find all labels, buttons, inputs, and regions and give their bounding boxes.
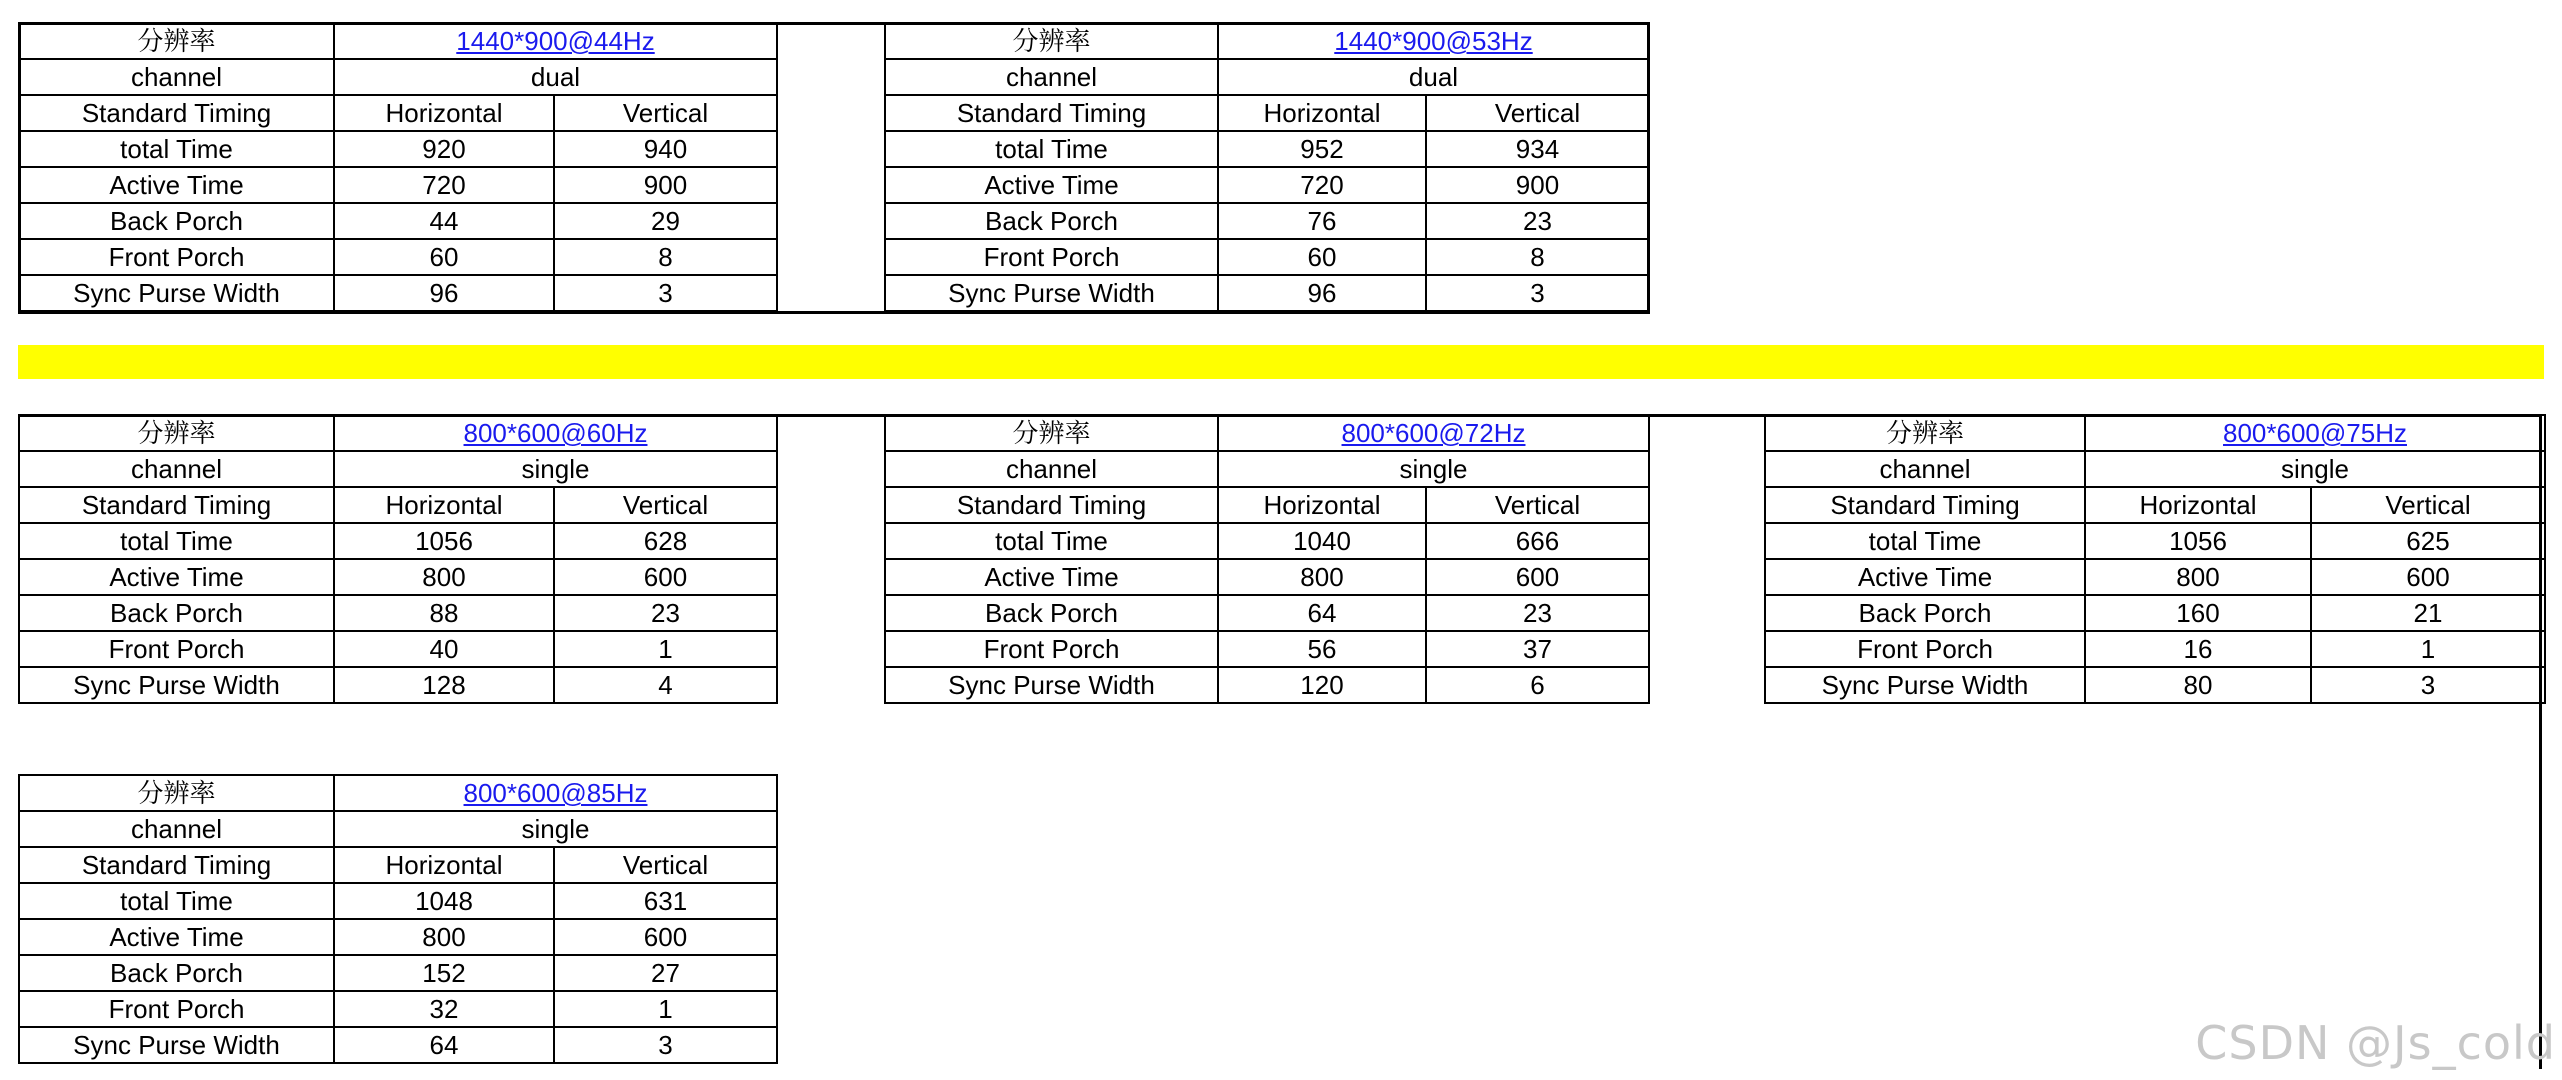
total-time-vertical: 625	[2311, 523, 2545, 559]
table-row	[19, 203, 777, 239]
horizontal-header: Horizontal	[334, 487, 554, 523]
channel-label: channel	[1765, 451, 2085, 487]
back-porch-label: Back Porch	[19, 595, 334, 631]
back-porch-label: Back Porch	[1765, 595, 2085, 631]
timing-table-800x600-72hz	[884, 414, 1650, 704]
back-porch-horizontal: 76	[1218, 203, 1426, 239]
table-row	[19, 919, 777, 955]
table-row	[885, 239, 1649, 275]
table-row	[885, 131, 1649, 167]
resolution-mode-link[interactable]: 800*600@75Hz	[2085, 415, 2545, 451]
front-porch-vertical: 1	[554, 631, 777, 667]
table-row	[885, 275, 1649, 311]
back-porch-vertical: 23	[554, 595, 777, 631]
table-row	[885, 559, 1649, 595]
active-time-label: Active Time	[885, 167, 1218, 203]
channel-label: channel	[885, 59, 1218, 95]
back-porch-vertical: 23	[1426, 203, 1649, 239]
standard-timing-label: Standard Timing	[1765, 487, 2085, 523]
table-row	[19, 1027, 777, 1063]
table-row	[885, 415, 1649, 451]
resolution-mode-link[interactable]: 800*600@60Hz	[334, 415, 777, 451]
back-porch-label: Back Porch	[19, 955, 334, 991]
table-row	[885, 487, 1649, 523]
channel-label: channel	[19, 451, 334, 487]
timing-table-1440x900-53hz	[884, 22, 1650, 312]
channel-label: channel	[885, 451, 1218, 487]
active-time-horizontal: 720	[1218, 167, 1426, 203]
total-time-horizontal: 1056	[2085, 523, 2311, 559]
total-time-horizontal: 1048	[334, 883, 554, 919]
table-row	[885, 23, 1649, 59]
front-porch-label: Front Porch	[885, 631, 1218, 667]
table-row	[1765, 523, 2545, 559]
total-time-horizontal: 1056	[334, 523, 554, 559]
channel-value: dual	[334, 59, 777, 95]
total-time-horizontal: 920	[334, 131, 554, 167]
table-row	[885, 667, 1649, 703]
table-row	[885, 451, 1649, 487]
table-row	[19, 239, 777, 275]
sync-pulse-width-vertical: 3	[554, 1027, 777, 1063]
sync-pulse-width-horizontal: 96	[334, 275, 554, 311]
total-time-label: total Time	[885, 523, 1218, 559]
total-time-vertical: 666	[1426, 523, 1649, 559]
active-time-horizontal: 800	[334, 919, 554, 955]
active-time-horizontal: 800	[1218, 559, 1426, 595]
active-time-label: Active Time	[19, 167, 334, 203]
total-time-label: total Time	[1765, 523, 2085, 559]
back-porch-horizontal: 88	[334, 595, 554, 631]
table-row	[1765, 631, 2545, 667]
sync-pulse-width-label: Sync Purse Width	[1765, 667, 2085, 703]
back-porch-vertical: 23	[1426, 595, 1649, 631]
standard-timing-label: Standard Timing	[19, 487, 334, 523]
table-row	[1765, 667, 2545, 703]
table-row	[19, 991, 777, 1027]
resolution-label: 分辨率	[885, 23, 1218, 59]
standard-timing-label: Standard Timing	[885, 487, 1218, 523]
table-row	[19, 775, 777, 811]
back-porch-horizontal: 152	[334, 955, 554, 991]
resolution-mode-link[interactable]: 1440*900@53Hz	[1218, 23, 1649, 59]
table-row	[19, 23, 777, 59]
front-porch-horizontal: 60	[1218, 239, 1426, 275]
table-row	[19, 59, 777, 95]
table-row	[19, 847, 777, 883]
table-row	[19, 631, 777, 667]
channel-value: single	[334, 451, 777, 487]
sync-pulse-width-horizontal: 64	[334, 1027, 554, 1063]
total-time-label: total Time	[885, 131, 1218, 167]
table-row	[19, 415, 777, 451]
back-porch-vertical: 27	[554, 955, 777, 991]
table-row	[1765, 451, 2545, 487]
watermark-text: CSDN @Js_cold	[2195, 1016, 2556, 1070]
total-time-horizontal: 952	[1218, 131, 1426, 167]
active-time-label: Active Time	[19, 919, 334, 955]
standard-timing-label: Standard Timing	[885, 95, 1218, 131]
front-porch-horizontal: 16	[2085, 631, 2311, 667]
table-row	[19, 559, 777, 595]
total-time-vertical: 631	[554, 883, 777, 919]
vertical-header: Vertical	[1426, 95, 1649, 131]
back-porch-label: Back Porch	[885, 595, 1218, 631]
channel-label: channel	[19, 811, 334, 847]
horizontal-header: Horizontal	[334, 95, 554, 131]
front-porch-label: Front Porch	[19, 631, 334, 667]
horizontal-header: Horizontal	[2085, 487, 2311, 523]
active-time-horizontal: 800	[334, 559, 554, 595]
sync-pulse-width-label: Sync Purse Width	[885, 275, 1218, 311]
table-row	[19, 883, 777, 919]
front-porch-label: Front Porch	[19, 239, 334, 275]
front-porch-label: Front Porch	[1765, 631, 2085, 667]
table-row	[19, 523, 777, 559]
horizontal-header: Horizontal	[1218, 487, 1426, 523]
table-row	[19, 167, 777, 203]
table-row	[885, 95, 1649, 131]
sync-pulse-width-vertical: 3	[554, 275, 777, 311]
back-porch-horizontal: 44	[334, 203, 554, 239]
sync-pulse-width-horizontal: 128	[334, 667, 554, 703]
active-time-vertical: 600	[1426, 559, 1649, 595]
sync-pulse-width-vertical: 4	[554, 667, 777, 703]
sync-pulse-width-vertical: 3	[1426, 275, 1649, 311]
resolution-label: 分辨率	[19, 415, 334, 451]
resolution-label: 分辨率	[19, 775, 334, 811]
table-row	[19, 595, 777, 631]
timing-table-800x600-85hz	[18, 774, 778, 1064]
horizontal-header: Horizontal	[334, 847, 554, 883]
table-row	[1765, 559, 2545, 595]
active-time-label: Active Time	[19, 559, 334, 595]
active-time-vertical: 900	[554, 167, 777, 203]
total-time-horizontal: 1040	[1218, 523, 1426, 559]
active-time-horizontal: 720	[334, 167, 554, 203]
table-row	[1765, 487, 2545, 523]
active-time-label: Active Time	[885, 559, 1218, 595]
channel-value: single	[2085, 451, 2545, 487]
back-porch-label: Back Porch	[885, 203, 1218, 239]
active-time-vertical: 600	[554, 919, 777, 955]
vertical-header: Vertical	[2311, 487, 2545, 523]
channel-value: dual	[1218, 59, 1649, 95]
vertical-header: Vertical	[1426, 487, 1649, 523]
resolution-mode-link[interactable]: 800*600@85Hz	[334, 775, 777, 811]
channel-value: single	[1218, 451, 1649, 487]
active-time-vertical: 600	[554, 559, 777, 595]
horizontal-header: Horizontal	[1218, 95, 1426, 131]
table-row	[1765, 415, 2545, 451]
highlight-separator-bar	[18, 345, 2544, 379]
table-row	[885, 59, 1649, 95]
total-time-label: total Time	[19, 131, 334, 167]
table-row	[885, 167, 1649, 203]
sync-pulse-width-label: Sync Purse Width	[19, 1027, 334, 1063]
table-row	[885, 595, 1649, 631]
total-time-vertical: 934	[1426, 131, 1649, 167]
sync-pulse-width-horizontal: 96	[1218, 275, 1426, 311]
standard-timing-label: Standard Timing	[19, 95, 334, 131]
table-row	[19, 487, 777, 523]
active-time-horizontal: 800	[2085, 559, 2311, 595]
total-time-label: total Time	[19, 883, 334, 919]
table-row	[19, 667, 777, 703]
table-row	[1765, 595, 2545, 631]
timing-table-800x600-60hz	[18, 414, 778, 704]
back-porch-horizontal: 160	[2085, 595, 2311, 631]
channel-value: single	[334, 811, 777, 847]
vertical-header: Vertical	[554, 95, 777, 131]
back-porch-label: Back Porch	[19, 203, 334, 239]
back-porch-vertical: 21	[2311, 595, 2545, 631]
vertical-header: Vertical	[554, 847, 777, 883]
front-porch-vertical: 8	[1426, 239, 1649, 275]
table-row	[885, 203, 1649, 239]
active-time-vertical: 900	[1426, 167, 1649, 203]
resolution-label: 分辨率	[19, 23, 334, 59]
sync-pulse-width-vertical: 3	[2311, 667, 2545, 703]
total-time-vertical: 628	[554, 523, 777, 559]
table-row	[885, 631, 1649, 667]
front-porch-horizontal: 60	[334, 239, 554, 275]
channel-label: channel	[19, 59, 334, 95]
table-row	[19, 95, 777, 131]
resolution-mode-link[interactable]: 800*600@72Hz	[1218, 415, 1649, 451]
total-time-label: total Time	[19, 523, 334, 559]
front-porch-vertical: 8	[554, 239, 777, 275]
sync-pulse-width-label: Sync Purse Width	[19, 667, 334, 703]
active-time-label: Active Time	[1765, 559, 2085, 595]
front-porch-label: Front Porch	[19, 991, 334, 1027]
sync-pulse-width-label: Sync Purse Width	[19, 275, 334, 311]
front-porch-horizontal: 32	[334, 991, 554, 1027]
front-porch-vertical: 37	[1426, 631, 1649, 667]
table-row	[885, 523, 1649, 559]
resolution-label: 分辨率	[885, 415, 1218, 451]
table-row	[19, 811, 777, 847]
timing-table-800x600-75hz	[1764, 414, 2546, 704]
sync-pulse-width-horizontal: 120	[1218, 667, 1426, 703]
table-row	[19, 131, 777, 167]
table-row	[19, 451, 777, 487]
sync-pulse-width-horizontal: 80	[2085, 667, 2311, 703]
sync-pulse-width-label: Sync Purse Width	[885, 667, 1218, 703]
total-time-vertical: 940	[554, 131, 777, 167]
front-porch-vertical: 1	[554, 991, 777, 1027]
back-porch-vertical: 29	[554, 203, 777, 239]
back-porch-horizontal: 64	[1218, 595, 1426, 631]
sync-pulse-width-vertical: 6	[1426, 667, 1649, 703]
front-porch-label: Front Porch	[885, 239, 1218, 275]
timing-table-1440x900-44hz	[18, 22, 778, 312]
table-row	[19, 955, 777, 991]
resolution-mode-link[interactable]: 1440*900@44Hz	[334, 23, 777, 59]
standard-timing-label: Standard Timing	[19, 847, 334, 883]
table-row	[19, 275, 777, 311]
resolution-label: 分辨率	[1765, 415, 2085, 451]
front-porch-horizontal: 40	[334, 631, 554, 667]
vertical-header: Vertical	[554, 487, 777, 523]
front-porch-vertical: 1	[2311, 631, 2545, 667]
active-time-vertical: 600	[2311, 559, 2545, 595]
front-porch-horizontal: 56	[1218, 631, 1426, 667]
